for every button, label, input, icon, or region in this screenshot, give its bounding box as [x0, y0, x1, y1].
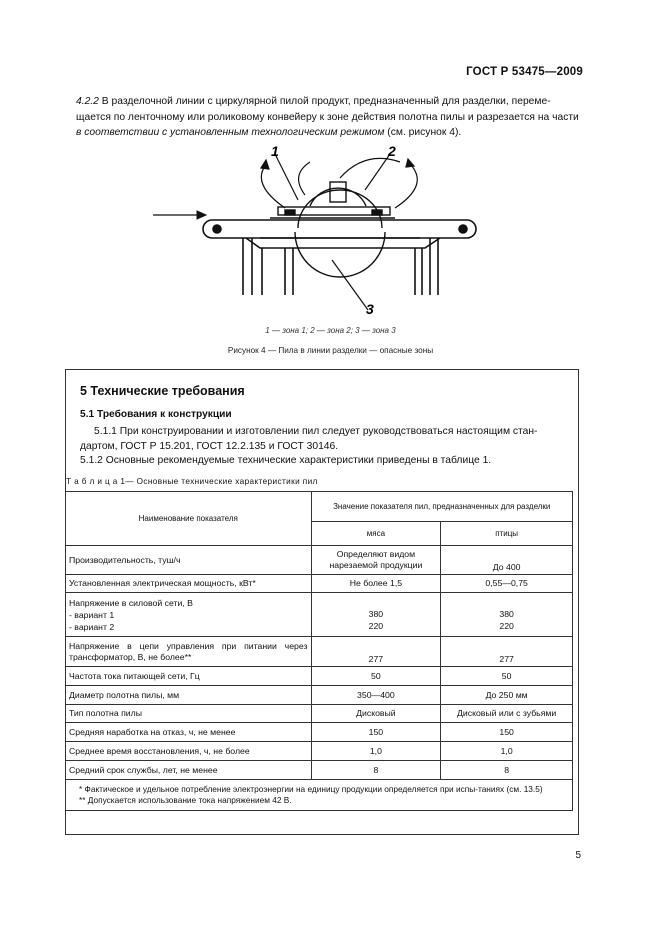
row-meat: Определяют видом нарезаемой продукции: [311, 546, 441, 575]
feed-direction-arrow: [153, 211, 206, 219]
row-bird: 150: [441, 723, 573, 742]
table-row: [66, 593, 573, 637]
header-bird: птицы: [441, 522, 573, 546]
saw-blade: [295, 190, 385, 277]
clause-line-3-italic: в соответствии с установленным технологическим режимом: [76, 127, 385, 138]
zone-label-2: 2: [388, 143, 396, 159]
clause-line-3-rest: (см. рисунок 4).: [384, 127, 462, 138]
table-row: [66, 761, 573, 780]
clause-5-1-2: 5.1.2 Основные рекомендуемые технические характеристики приведены в таблице 1.: [80, 455, 492, 466]
clause-4-2-2: [76, 94, 586, 141]
table-row: [66, 637, 573, 667]
zone-label-1: 1: [271, 143, 279, 159]
saw-figure: [140, 140, 500, 320]
figure-caption: Рисунок 4 — Пила в линии разделки — опасные зоны: [227, 346, 434, 355]
row-name: Частота тока питающей сети, Гц: [66, 667, 312, 686]
clause-line-1: В разделочной линии с циркулярной пилой продукт, предназначенный для разделки, переме-: [101, 96, 551, 107]
zone-label-3: 3: [366, 301, 374, 317]
figure-legend: 1 — зона 1; 2 — зона 2; 3 — зона 3: [265, 326, 396, 335]
row-bird: 1,0: [441, 742, 573, 761]
table-note-1: * Фактическое и удельное потребление электроэнергии на единицу продукции определяется при испы-таниях (см. 13.5): [79, 784, 543, 794]
page-number: 5: [575, 850, 581, 861]
row-name: Установленная электрическая мощность, кВт*: [66, 575, 312, 593]
row-name-variant-1: - вариант 1: [69, 609, 115, 620]
header-name: Наименование показателя: [66, 492, 312, 546]
row-name: Средняя наработка на отказ, ч, не менее: [66, 723, 312, 742]
row-bird: До 250 мм: [441, 686, 573, 705]
saw-carriage: [270, 182, 395, 218]
table-row: [66, 546, 573, 575]
row-bird: Дисковый или с зубьями: [441, 705, 573, 723]
specs-table: [65, 491, 573, 811]
section-5-title: 5 Технические требования: [80, 384, 245, 398]
table-header-row: [66, 492, 573, 522]
table-legs: [243, 238, 438, 295]
header-group: Значение показателя пил, предназначенных для разделки: [311, 492, 573, 522]
row-bird-variant-1: 380: [499, 609, 514, 619]
row-name: Среднее время восстановления, ч, не более: [66, 742, 312, 761]
row-name-variant-2: - вариант 2: [69, 621, 115, 632]
clause-number: 4.2.2: [76, 96, 99, 107]
table-notes-row: [66, 780, 573, 811]
conveyor: [203, 220, 476, 248]
table-row: [66, 575, 573, 593]
row-meat-variant-1: 380: [368, 609, 384, 619]
row-meat-variant-2: 220: [368, 621, 384, 631]
subsection-5-1-title: 5.1 Требования к конструкции: [80, 409, 232, 420]
table-row: [66, 723, 573, 742]
row-meat: 277: [311, 637, 441, 667]
row-name: Производительность, туш/ч: [66, 546, 312, 575]
table-caption: Т а б л и ц а 1— Основные технические характеристики пил: [66, 477, 318, 486]
row-name: Напряжение в цепи управления при питании через трансформатор, В, не более**: [66, 637, 312, 667]
row-name: Тип полотна пилы: [66, 705, 312, 723]
row-meat: 150: [311, 723, 441, 742]
row-meat: Дисковый: [311, 705, 441, 723]
row-name: Диаметр полотна пилы, мм: [66, 686, 312, 705]
row-meat: 50: [311, 667, 441, 686]
document-header: ГОСТ Р 53475—2009: [466, 66, 583, 78]
clause-5-1-1-line-2: дартом, ГОСТ Р 15.201, ГОСТ 12.2.135 и ГОСТ 30146.: [80, 440, 339, 452]
table-note-2: ** Допускается использование тока напряжением 42 В.: [79, 795, 292, 805]
table-row: [66, 742, 573, 761]
row-bird: 50: [441, 667, 573, 686]
row-meat: 8: [311, 761, 441, 780]
table-row: [66, 686, 573, 705]
row-name: Напряжение в силовой сети, В: [69, 597, 193, 608]
row-meat: 1,0: [311, 742, 441, 761]
clause-5-1: [80, 425, 572, 469]
table-row: [66, 667, 573, 686]
row-bird: 0,55—0,75: [441, 575, 573, 593]
row-name: Средний срок службы, лет, не менее: [66, 761, 312, 780]
row-meat: 350—400: [311, 686, 441, 705]
table-row: [66, 705, 573, 723]
row-meat: Не более 1,5: [311, 575, 441, 593]
clause-line-2: щается по ленточному или роликовому конвейеру к зоне действия полотна пилы и разрезается на части: [76, 111, 579, 123]
clause-5-1-1-line-1: 5.1.1 При конструировании и изготовлении пил следует руководствоваться настоящим стан-: [94, 426, 538, 437]
header-meat: мяса: [311, 522, 441, 546]
row-bird-variant-2: 220: [499, 621, 514, 631]
row-bird: До 400: [441, 546, 573, 575]
row-bird: 277: [441, 637, 573, 667]
row-bird: 8: [441, 761, 573, 780]
